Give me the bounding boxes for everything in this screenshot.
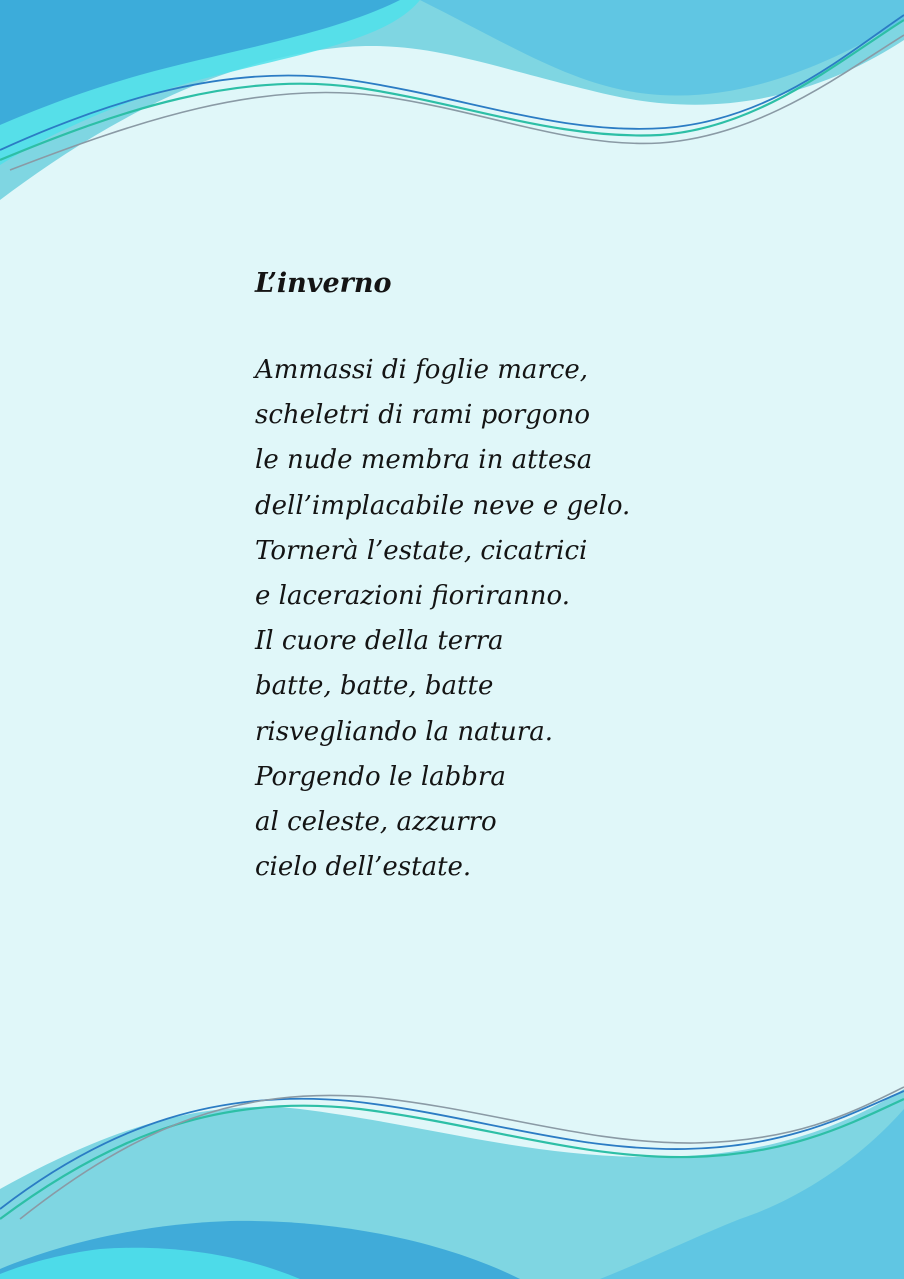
poem-line: scheletri di rami porgono [255, 400, 591, 431]
poem-line: e lacerazioni fioriranno. [255, 581, 570, 612]
poem-line: batte, batte, batte [255, 671, 494, 702]
poem-line: Porgendo le labbra [255, 761, 506, 792]
top-wave-decoration [0, 0, 904, 210]
poem-line: Il cuore della terra [255, 626, 504, 657]
poem-line: cielo dell’estate. [255, 852, 472, 883]
poem-line: le nude membra in attesa [255, 445, 593, 476]
poem-title: L’inverno [255, 268, 392, 299]
poem-line: risvegliando la natura. [255, 716, 553, 747]
poem-line: Tornerà l’estate, cicatrici [255, 535, 588, 566]
poem-lines [255, 348, 855, 890]
poem-line: al celeste, azzurro [255, 807, 497, 838]
poem-line: dell’implacabile neve e gelo. [255, 490, 631, 521]
bottom-wave-decoration [0, 1069, 904, 1279]
poem-line: Ammassi di foglie marce, [255, 355, 589, 385]
poem-block [255, 262, 855, 890]
